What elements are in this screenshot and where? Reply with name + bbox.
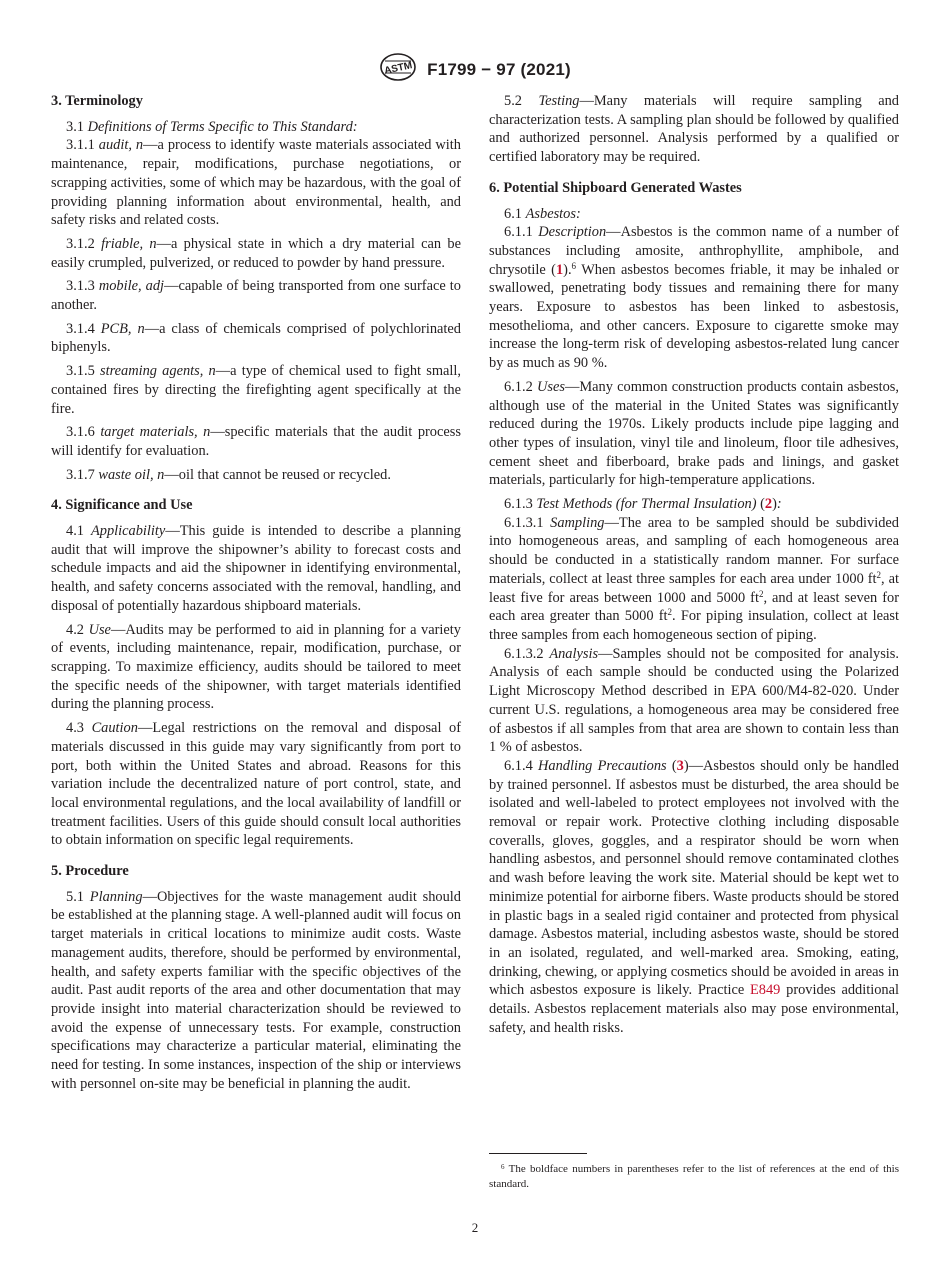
paragraph: 3.1 Definitions of Terms Specific to This Standard:	[66, 118, 358, 135]
section-heading: 4. Significance and Use	[51, 497, 193, 514]
footnote-marker: 6	[571, 260, 577, 271]
svg-text:ASTM: ASTM	[383, 60, 414, 77]
definition: 3.1.6 target materials, n—specific materials that the audit process will identify for evaluation.	[51, 424, 461, 459]
section-heading: 3. Terminology	[51, 93, 143, 109]
reference-link[interactable]: 3	[676, 757, 684, 774]
paragraph: 6.1 Asbestos:	[504, 205, 581, 222]
definition: 3.1.5 streaming agents, n—a type of chemical used to fight small, contained fires by directing the firefighting agent specifically at the fire.	[51, 363, 461, 417]
definition: 3.1.2 friable, n—a physical state in which a dry material can be easily crumpled, pulverized, or reduced to powder by hand pressure.	[51, 235, 461, 271]
section-heading: 5. Procedure	[51, 863, 129, 880]
paragraph: 6.1.3.1 Sampling—The area to be sampled should be subdivided into homogeneous areas, and sampling of each homogeneous area should be conducted in a statistically random manner. For surface materials, collect at least three samples for each area under 1000 $ft^2$, at least five for areas between 1000 and 5000 $ft^2$, and at least seven for each area greater than 5000 $ft^2$. For piping insulation, collect at least three samples from each homogeneous section of piping.	[489, 514, 900, 643]
paragraph: 4.2 Use—Audits may be performed to aid in planning for a variety of events, including maintenance, repair, modification, purchase, or scrapping. To maximize efficiency, audits should be tailored to meet the specific needs of the shipowner, with target materials identified during the planning process.	[51, 621, 461, 713]
paragraph: 5.1 Planning—Objectives for the waste management audit should be established at the planning stage. A well-planned audit will focus on target materials in critical locations to minimize audit costs. Waste management audits, therefore, should be performed by environmental, health, and safety experts familiar with the specific objectives of the audit. Past audit reports of the area and other documentation that may provide insight into material characterization should be reviewed to avoid the expense of unnecessary tests. For example, construction specifications may characterize a particular material, eliminating the need for testing. In some instances, inspection of the ship or interviews with personnel on-site may be beneficial in planning the audit.	[51, 888, 461, 1092]
definition: 3.1.3 mobile, adj—capable of being transported from one surface to another.	[51, 278, 461, 314]
left-column	[51, 92, 461, 1098]
astm-logo-icon	[379, 52, 417, 87]
paragraph: 4.1 Applicability—This guide is intended to describe a planning audit that will improve the shipowner’s ability to forecast costs and schedule impacts and aid the shipowner in identifying environmental, health, and safety concerns associated with the removal, handling, and disposal of potentially hazardous shipboard materials.	[51, 523, 461, 614]
section-heading: 6. Potential Shipboard Generated Wastes	[489, 179, 742, 196]
paragraph: 4.3 Caution—Legal restrictions on the removal and disposal of materials discussed in this guide may vary significantly from port to port, both within the United States and abroad. Reasons for this variation include the decentralized nature of port control, state, and local environmental regulations, and the local availability of landfill or treatment facilities. Users of this guide should consult local authorities to obtain information on specific legal requirements.	[51, 720, 461, 849]
definition: 3.1.1 audit, n—a process to identify waste materials associated with maintenance, repair, modifications, purchase negotiations, or scrapping activities, some of which may be hazardous, with the goal of providing planning information about environmental, health, and safety risks and related costs.	[51, 137, 461, 229]
page-header	[0, 52, 950, 87]
paragraph: 6.1.1 Description—Asbestos is the common name of a number of substances including amosite, anthrophyllite, amphibole, and chrysotile (1).$^6$ When asbestos becomes friable, it may be inhaled or swallowed, penetrating body tissues and remaining there for many years. Exposure to asbestos has been linked to asbestosis, mesothelioma, and other cancers. Exposure to cigarette smoke may increase the long-term risk of developing asbestos-related lung cancer by as much as 90 %.	[489, 224, 899, 372]
paragraph: 5.2 Testing—Many materials will require sampling and characterization tests. A sampling plan should be followed by qualified and authorized personnel. Analysis performed by a qualified or certified laboratory may be required.	[489, 93, 899, 166]
reference-link[interactable]: 1	[555, 261, 564, 278]
definition: 3.1.4 PCB, n—a class of chemicals comprised of polychlorinated biphenyls.	[51, 320, 461, 356]
paragraph: 6.1.3 Test Methods (for Thermal Insulation) (2):	[504, 496, 782, 513]
standard-link-e849[interactable]: E849	[749, 982, 781, 999]
document-designation: F1799 − 97 (2021)	[427, 59, 571, 79]
footnote-rule	[489, 1153, 587, 1154]
paragraph: 6.1.2 Uses—Many common construction products contain asbestos, although use of the material in the United States was significantly reduced during the 1970s. Likely products include pipe lagging and other types of insulation, vinyl tile and linoleum, floor tile adhesives, cement sheet and fiberboard, brake pads and linings, and gasket materials, particularly for high-temperature applications.	[489, 378, 899, 489]
page-number: 2	[471, 1220, 479, 1235]
footnote: $^6$ The boldface numbers in parentheses refer to the list of references at the end of this standard.	[489, 1163, 899, 1190]
paragraph: 6.1.4 Handling Precautions (3)—Asbestos should only be handled by trained personnel. If asbestos must be disturbed, the area should be isolated and well-labeled to protect employees not involved with the removal or repair work. Protective clothing including disposable coveralls, gloves, goggles, and a respirator should be worn when handling asbestos, and personnel should remove contaminated clothes and wash before leaving the work site. Material should be kept wet to minimize potential for airborne fibers. Waste products should be stored in plastic bags in a sealed rigid container and protected from physical damage. Asbestos material, including asbestos waste, should be stored in an isolated, regulated, and well-marked area. Smoking, eating, drinking, chewing, or applying cosmetics should be avoided in areas in which asbestos exposure is likely. Practice E849 provides additional details. Asbestos replacement materials also may pose environmental, safety, and health risks.	[489, 757, 899, 1036]
reference-link[interactable]: 2	[764, 496, 773, 513]
right-column	[489, 92, 899, 1042]
definition: 3.1.7 waste oil, n—oil that cannot be reused or recycled.	[66, 466, 391, 483]
paragraph: 6.1.3.2 Analysis—Samples should not be composited for analysis. Analysis of each sample should be conducted using the Polarized Light Microscopy Method described in EPA 600/M4-82-020. Under current U.S. regulations, a homogeneous area may be considered free of asbestos if all samples from that area are shown to contain less than 1 % of asbestos.	[489, 645, 899, 756]
